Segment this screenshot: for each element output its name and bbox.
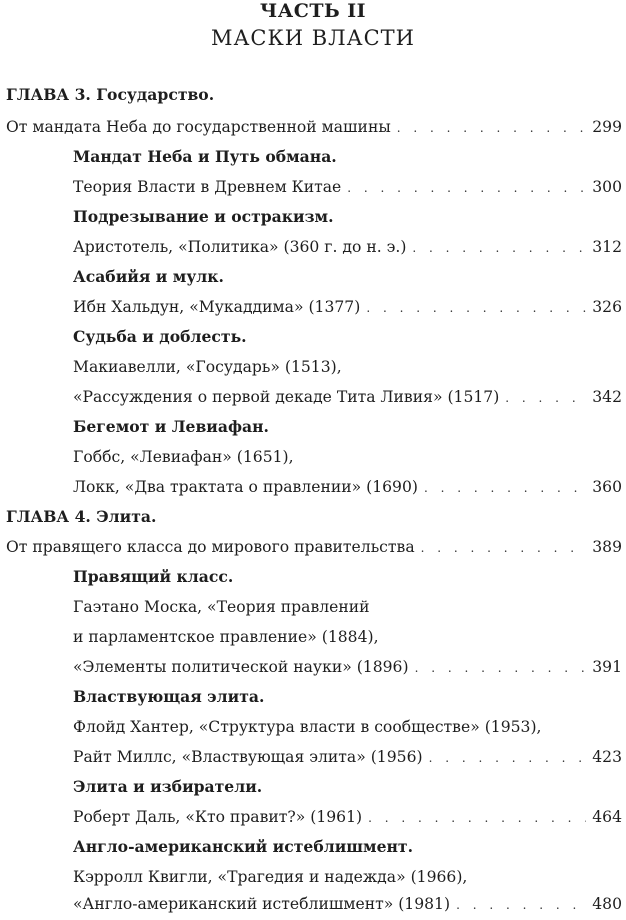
chapter-heading: ГЛАВА 4. Элита.: [6, 507, 157, 526]
page-number: 326: [592, 298, 622, 316]
toc-entry-text: Гаэтано Моска, «Теория правлений: [73, 598, 370, 616]
page-number: 391: [592, 658, 622, 676]
toc-entry[interactable]: [0, 472, 626, 502]
dot-leader: [505, 383, 586, 413]
page-number: 423: [592, 748, 622, 766]
section-heading: Властвующая элита.: [73, 687, 265, 706]
dot-leader: [424, 473, 586, 503]
section-heading: Англо-американский истеблишмент.: [73, 837, 414, 856]
dot-leader: [347, 173, 586, 203]
toc-entry[interactable]: [0, 382, 626, 412]
dot-leader: [421, 533, 587, 563]
chapter-heading: ГЛАВА 3. Государство.: [6, 85, 215, 104]
page-number: 360: [592, 478, 622, 496]
section-heading: Подрезывание и остракизм.: [73, 207, 334, 226]
toc-entry-text: От правящего класса до мирового правительства: [6, 538, 415, 556]
toc-entry-text: «Англо-американский истеблишмент» (1981): [73, 895, 451, 913]
dot-leader: [366, 293, 586, 323]
toc-entry[interactable]: [0, 112, 626, 142]
section-heading: Мандат Неба и Путь обмана.: [73, 147, 337, 166]
toc-entry-text: Кэрролл Квигли, «Трагедия и надежда» (1966),: [73, 868, 468, 886]
toc-entry-text: и парламентское правление» (1884),: [73, 628, 379, 646]
dot-leader: [429, 743, 587, 773]
section-heading: Элита и избиратели.: [73, 777, 263, 796]
toc-entry-text: «Элементы политической науки» (1896): [73, 658, 409, 676]
page-number: 342: [592, 388, 622, 406]
toc-entry[interactable]: [0, 292, 626, 322]
toc-entry-text: Аристотель, «Политика» (360 г. до н. э.): [73, 238, 407, 256]
toc-entry[interactable]: [0, 172, 626, 202]
toc-entry[interactable]: [0, 889, 626, 919]
toc-entry-text: Роберт Даль, «Кто правит?» (1961): [73, 808, 363, 826]
part-subtitle: МАСКИ ВЛАСТИ: [211, 26, 415, 50]
page-number: 300: [592, 178, 622, 196]
page-number: 480: [592, 895, 622, 913]
toc-entry-text: «Рассуждения о первой декаде Тита Ливия» (1517): [73, 388, 500, 406]
toc-entry[interactable]: [0, 652, 626, 682]
dot-leader: [456, 890, 586, 920]
toc-entry[interactable]: [0, 742, 626, 772]
dot-leader: [412, 233, 586, 263]
toc-entry[interactable]: [0, 802, 626, 832]
toc-entry[interactable]: [0, 532, 626, 562]
toc-entry-text: Флойд Хантер, «Структура власти в сообществе» (1953),: [73, 718, 542, 736]
page-number: 464: [592, 808, 622, 826]
section-heading: Бегемот и Левиафан.: [73, 417, 269, 436]
toc-entry-text: Макиавелли, «Государь» (1513),: [73, 358, 342, 376]
dot-leader: [415, 653, 587, 683]
toc-entry-text: Локк, «Два трактата о правлении» (1690): [73, 478, 418, 496]
toc-entry-text: Райт Миллс, «Властвующая элита» (1956): [73, 748, 423, 766]
toc-entry[interactable]: [0, 232, 626, 262]
page-number: 299: [592, 118, 622, 136]
section-heading: Судьба и доблесть.: [73, 327, 247, 346]
toc-entry-text: Гоббс, «Левиафан» (1651),: [73, 448, 294, 466]
page-number: 389: [592, 538, 622, 556]
toc-entry-text: От мандата Неба до государственной машины: [6, 118, 391, 136]
toc-entry-text: Теория Власти в Древнем Китае: [73, 178, 342, 196]
dot-leader: [368, 803, 586, 833]
part-title: ЧАСТЬ II: [259, 0, 367, 22]
page-number: 312: [592, 238, 622, 256]
section-heading: Асабийя и мулк.: [73, 267, 224, 286]
section-heading: Правящий класс.: [73, 567, 234, 586]
toc-entry-text: Ибн Хальдун, «Мукаддима» (1377): [73, 298, 361, 316]
dot-leader: [397, 113, 586, 143]
